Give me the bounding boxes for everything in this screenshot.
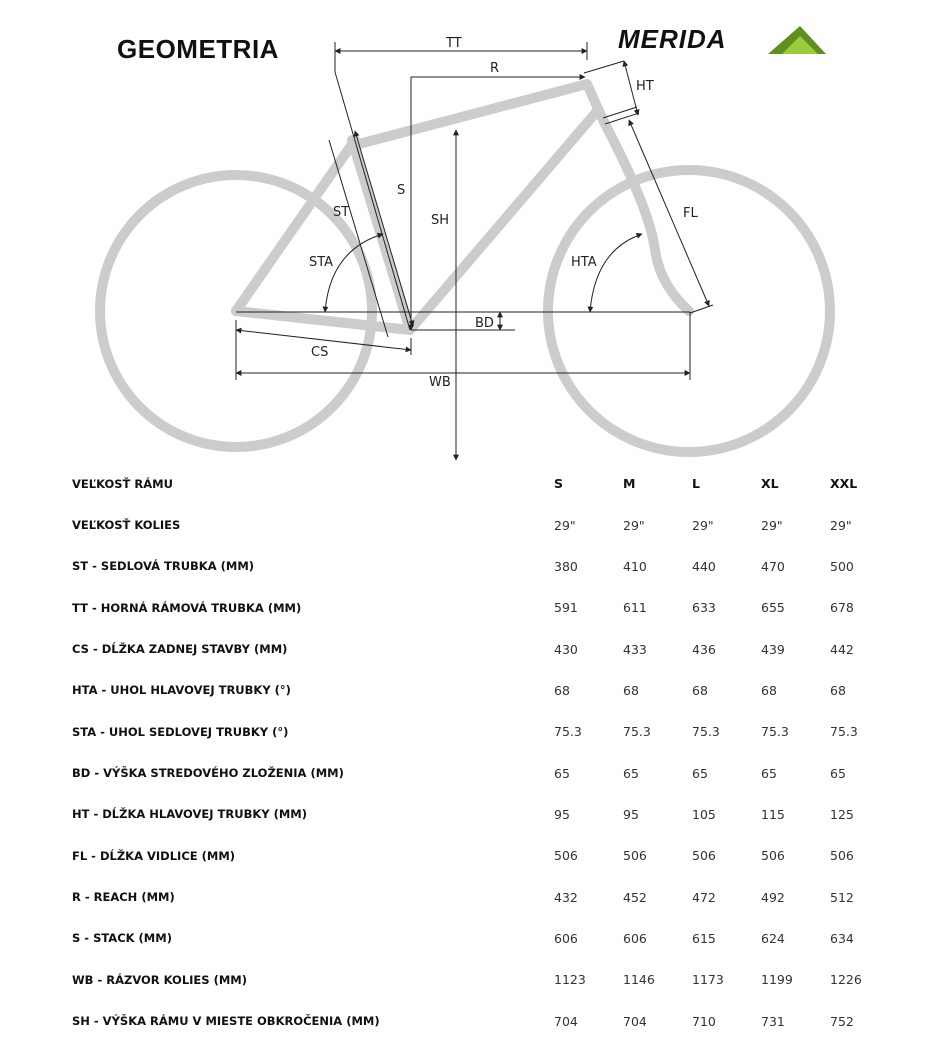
row-value: 615 <box>692 930 716 946</box>
row-label: SH - VÝŠKA RÁMU V MIESTE OBKROČENIA (MM) <box>72 1014 380 1029</box>
ht-tick-2 <box>605 113 639 124</box>
chain-stay <box>236 311 410 330</box>
row-label: VEĽKOSŤ KOLIES <box>72 518 181 533</box>
size-s: S <box>554 476 564 492</box>
row-value: 506 <box>692 848 716 864</box>
table-row <box>72 959 899 1000</box>
row-value: 29" <box>761 517 783 533</box>
label-r: R <box>490 61 500 76</box>
row-value: 380 <box>554 558 578 574</box>
row-value: 506 <box>623 848 647 864</box>
row-value: 606 <box>623 930 647 946</box>
row-value: 655 <box>761 600 785 616</box>
table-row <box>72 628 899 669</box>
row-value: 752 <box>830 1013 854 1029</box>
row-value: 506 <box>554 848 578 864</box>
ht-tick-1 <box>603 107 637 118</box>
row-label: CS - DĹŽKA ZADNEJ STAVBY (MM) <box>72 642 288 657</box>
row-value: 29" <box>692 517 714 533</box>
size-m: M <box>623 476 636 492</box>
row-value: 452 <box>623 889 647 905</box>
row-value: 29" <box>830 517 852 533</box>
row-value: 125 <box>830 806 854 822</box>
label-sta: STA <box>309 255 334 270</box>
table-row <box>72 752 899 793</box>
row-value: 1173 <box>692 972 724 988</box>
row-value: 65 <box>623 765 639 781</box>
header-frame-size-label: VEĽKOSŤ RÁMU <box>72 476 173 491</box>
row-label: TT - HORNÁ RÁMOVÁ TRUBKA (MM) <box>72 600 302 615</box>
row-value: 75.3 <box>692 724 720 740</box>
row-value: 710 <box>692 1013 716 1029</box>
row-label: WB - RÁZVOR KOLIES (MM) <box>72 972 247 987</box>
table-row <box>72 670 899 711</box>
row-value: 704 <box>623 1013 647 1029</box>
row-label: FL - DĹŽKA VIDLICE (MM) <box>72 848 236 863</box>
row-value: 506 <box>830 848 854 864</box>
label-cs: CS <box>311 345 329 360</box>
row-label: S - STACK (MM) <box>72 931 172 946</box>
row-value: 472 <box>692 889 716 905</box>
size-xl: XL <box>761 476 779 492</box>
row-value: 1226 <box>830 972 862 988</box>
label-bd: BD <box>475 316 494 331</box>
label-s: S <box>397 183 406 198</box>
page-title: GEOMETRIA <box>117 34 279 64</box>
row-value: 731 <box>761 1013 785 1029</box>
row-value: 410 <box>623 558 647 574</box>
table-header-row <box>72 463 899 504</box>
size-xxl: XXL <box>830 476 858 492</box>
ht-line <box>584 61 624 73</box>
label-hta: HTA <box>571 255 597 270</box>
row-label: R - REACH (MM) <box>72 890 175 905</box>
row-value: 611 <box>623 600 647 616</box>
row-value: 633 <box>692 600 716 616</box>
row-value: 432 <box>554 889 578 905</box>
top-tube <box>355 84 587 145</box>
row-value: 95 <box>554 806 570 822</box>
table-row <box>72 876 899 917</box>
row-value: 500 <box>830 558 854 574</box>
row-value: 75.3 <box>761 724 789 740</box>
row-value: 436 <box>692 641 716 657</box>
row-value: 29" <box>623 517 645 533</box>
table-row <box>72 504 899 545</box>
row-value: 68 <box>623 682 639 698</box>
label-fl: FL <box>683 206 698 221</box>
row-label: STA - UHOL SEDLOVEJ TRUBKY (°) <box>72 724 289 739</box>
row-label: HT - DĹŽKA HLAVOVEJ TRUBKY (MM) <box>72 807 307 822</box>
row-value: 75.3 <box>554 724 582 740</box>
label-st: ST <box>333 205 350 220</box>
table-row <box>72 794 899 835</box>
bike-frame <box>236 84 689 330</box>
row-value: 512 <box>830 889 854 905</box>
row-value: 115 <box>761 806 785 822</box>
row-label: HTA - UHOL HLAVOVEJ TRUBKY (°) <box>72 683 291 698</box>
row-value: 492 <box>761 889 785 905</box>
st-dim <box>355 131 413 326</box>
table-row <box>72 587 899 628</box>
row-value: 470 <box>761 558 785 574</box>
geometry-table-body <box>72 463 899 1042</box>
row-value: 634 <box>830 930 854 946</box>
label-ht: HT <box>636 79 654 94</box>
label-tt: TT <box>446 36 462 51</box>
row-value: 440 <box>692 558 716 574</box>
row-value: 704 <box>554 1013 578 1029</box>
row-value: 75.3 <box>623 724 651 740</box>
table-row <box>72 835 899 876</box>
row-value: 678 <box>830 600 854 616</box>
size-l: L <box>692 476 700 492</box>
row-value: 1146 <box>623 972 655 988</box>
geometry-table <box>72 463 899 1042</box>
label-sh: SH <box>431 213 450 228</box>
row-value: 1123 <box>554 972 586 988</box>
row-value: 65 <box>554 765 570 781</box>
brand-name: MERIDA <box>618 24 727 54</box>
row-value: 68 <box>692 682 708 698</box>
table-row <box>72 546 899 587</box>
row-label: BD - VÝŠKA STREDOVÉHO ZLOŽENIA (MM) <box>72 766 344 781</box>
row-value: 95 <box>623 806 639 822</box>
geometry-diagram <box>0 0 927 465</box>
row-value: 75.3 <box>830 724 858 740</box>
row-value: 68 <box>554 682 570 698</box>
row-value: 606 <box>554 930 578 946</box>
table-row <box>72 1000 899 1041</box>
row-value: 65 <box>761 765 777 781</box>
row-value: 29" <box>554 517 576 533</box>
row-value: 65 <box>692 765 708 781</box>
row-value: 433 <box>623 641 647 657</box>
row-value: 65 <box>830 765 846 781</box>
row-label: ST - SEDLOVÁ TRUBKA (MM) <box>72 559 255 574</box>
row-value: 439 <box>761 641 785 657</box>
hta-arc <box>590 234 642 312</box>
row-value: 105 <box>692 806 716 822</box>
label-wb: WB <box>429 375 451 390</box>
table-row <box>72 918 899 959</box>
row-value: 1199 <box>761 972 793 988</box>
row-value: 506 <box>761 848 785 864</box>
row-value: 624 <box>761 930 785 946</box>
fork <box>604 122 689 311</box>
row-value: 68 <box>830 682 846 698</box>
table-row <box>72 711 899 752</box>
row-value: 430 <box>554 641 578 657</box>
row-value: 68 <box>761 682 777 698</box>
row-value: 442 <box>830 641 854 657</box>
row-value: 591 <box>554 600 578 616</box>
